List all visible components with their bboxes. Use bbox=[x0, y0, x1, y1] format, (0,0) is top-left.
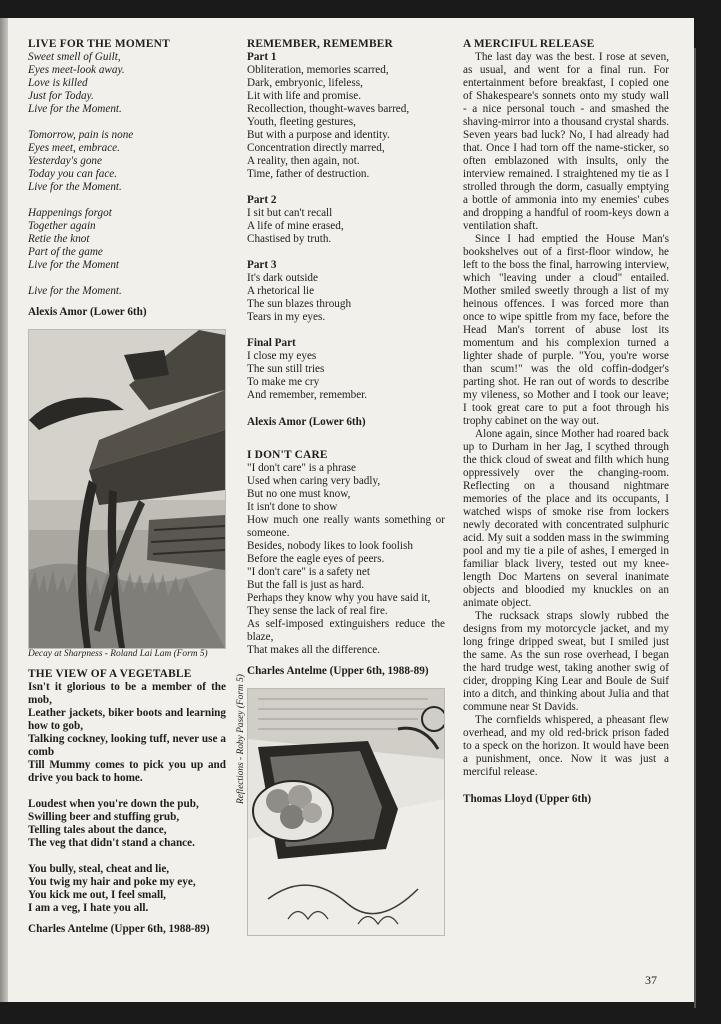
poem-line: Tomorrow, pain is none bbox=[28, 129, 134, 141]
poem-line: Concentration directly marred, bbox=[247, 142, 385, 154]
poem-line: It isn't done to show bbox=[247, 501, 338, 513]
poem-line: Talking cockney, looking tuff, never use a comb bbox=[28, 733, 226, 758]
poem-stanza bbox=[28, 285, 226, 298]
poem-line: Besides, nobody likes to look foolish bbox=[247, 540, 413, 552]
column-right bbox=[463, 38, 669, 806]
poem-line: I am a veg, I hate you all. bbox=[28, 902, 149, 914]
page-number: 37 bbox=[645, 973, 657, 987]
poem-line: I sit but can't recall bbox=[247, 207, 333, 219]
poem-line: But no one must know, bbox=[247, 488, 351, 500]
poem-title: LIVE FOR THE MOMENT bbox=[28, 38, 170, 50]
poem-stanza bbox=[28, 798, 226, 850]
poem-stanza bbox=[28, 207, 226, 272]
poem-line: Today you can face. bbox=[28, 168, 118, 180]
poem-line: Love is killed bbox=[28, 77, 88, 89]
poem-author: Charles Antelme (Upper 6th, 1988-89) bbox=[247, 665, 429, 677]
poem-line: Lit with life and promise. bbox=[247, 90, 362, 102]
poem-line: You bully, steal, cheat and lie, bbox=[28, 863, 170, 875]
poem-line: Dark, embryonic, lifeless, bbox=[247, 77, 363, 89]
story-paragraph: Alone again, since Mother had roared back up to Durham in her Jag, I scythed through the thick cloud of sweat and filth which hung oppressively over the changing-room. Reflecting on a thousand nightmare memories of the place and its occupants, I watched wisps of smoke rise from lockers newly decorated with concentrated sulphuric acid. My suit a sodden mass in the swimming pool and my tie a pile of ashes, I emerged in familiar black livery, tested out my knee-length Doc Martens on several inanimate objects and bloodied my knuckles on an animate object. bbox=[463, 428, 669, 609]
poem-line: The veg that didn't stand a chance. bbox=[28, 837, 195, 849]
poem-author: Alexis Amor (Lower 6th) bbox=[28, 306, 147, 318]
page-edge-rule bbox=[694, 48, 696, 1008]
poem-stanza bbox=[28, 681, 226, 785]
shipwreck-drawing bbox=[29, 330, 225, 648]
part-heading: Part 2 bbox=[247, 194, 277, 206]
poem-stanza bbox=[28, 129, 226, 194]
poem-line: How much one really wants something or someone. bbox=[247, 514, 445, 539]
poem-line: That makes all the difference. bbox=[247, 644, 381, 656]
story-title: A MERCIFUL RELEASE bbox=[463, 38, 595, 50]
poem-line: Just for Today. bbox=[28, 90, 94, 102]
artwork-decay-at-sharpness bbox=[28, 329, 226, 649]
poem-line: Leather jackets, biker boots and learning how to gob, bbox=[28, 707, 226, 732]
poem-line: Chastised by truth. bbox=[247, 233, 332, 245]
poem-line: Time, father of destruction. bbox=[247, 168, 370, 180]
poem-line: Obliteration, memories scarred, bbox=[247, 64, 389, 76]
poem-title: THE VIEW OF A VEGETABLE bbox=[28, 668, 192, 680]
poem-line: A life of mine erased, bbox=[247, 220, 344, 232]
part-heading: Part 1 bbox=[247, 51, 277, 63]
story-author: Thomas Lloyd (Upper 6th) bbox=[463, 793, 592, 805]
poem-line: Eyes meet-look away. bbox=[28, 64, 125, 76]
poem-body bbox=[247, 462, 445, 657]
poem-line: "I don't care" is a phrase bbox=[247, 462, 356, 474]
poem-line: Retie the knot bbox=[28, 233, 90, 245]
poem-line: But the fall is just as hard. bbox=[247, 579, 365, 591]
poem-line: Yesterday's gone bbox=[28, 155, 102, 167]
poem-line: I close my eyes bbox=[247, 350, 317, 362]
poem-line: Loudest when you're down the pub, bbox=[28, 798, 199, 810]
part-heading: Final Part bbox=[247, 337, 296, 349]
poem-line: Together again bbox=[28, 220, 96, 232]
figure-caption: Decay at Sharpness - Roland Lai Lam (Form 5) bbox=[28, 649, 208, 659]
poem-line: But with a purpose and identity. bbox=[247, 129, 390, 141]
poem-line: Live for the Moment. bbox=[28, 103, 122, 115]
poem-line: Perhaps they know why you have said it, bbox=[247, 592, 431, 604]
poem-line: Live for the Moment bbox=[28, 259, 120, 271]
column-left bbox=[28, 38, 226, 936]
poem-stanza bbox=[28, 863, 226, 915]
poem-title: REMEMBER, REMEMBER bbox=[247, 38, 393, 50]
poem-line: And remember, remember. bbox=[247, 389, 368, 401]
poem-line: It's dark outside bbox=[247, 272, 318, 284]
poem-line: Live for the Moment. bbox=[28, 181, 122, 193]
poem-line: Isn't it glorious to be a member of the mob, bbox=[28, 681, 226, 706]
poem-line: A rhetorical lie bbox=[247, 285, 315, 297]
still-life-drawing bbox=[248, 689, 444, 935]
poem-line: You twig my hair and poke my eye, bbox=[28, 876, 196, 888]
poem-line: Before the eagle eyes of peers. bbox=[247, 553, 385, 565]
poem-line: Telling tales about the dance, bbox=[28, 824, 167, 836]
poem-line: They sense the lack of real fire. bbox=[247, 605, 388, 617]
poem-line: Part of the game bbox=[28, 246, 103, 258]
poem-line: "I don't care" is a safety net bbox=[247, 566, 370, 578]
poem-line: A reality, then again, not. bbox=[247, 155, 360, 167]
magazine-page bbox=[8, 18, 694, 1002]
story-paragraph: The last day was the best. I rose at seven, as usual, and went for a final run. For entertainment before breakfast, I copied one of Shakespeare's sonnets onto my study wall - a nice personal touch - and smashed the shaving-mirror into a thousand crystal shards. Seven years bad luck? No, I had already had that. Once I had torn off the name-sticker, so often emblazoned with insults, only the interview remained. I straightened my tie as I strolled through the dorm, casually emptying a bottle of ammonia into my enemies' cubes and dropping a handful of room-keys down a ventilation shaft. bbox=[463, 51, 669, 232]
poem-line: Sweet smell of Guilt, bbox=[28, 51, 121, 63]
poem-line: The sun still tries bbox=[247, 363, 325, 375]
poem-line: Used when caring very badly, bbox=[247, 475, 381, 487]
poem-stanza bbox=[28, 51, 226, 116]
story-paragraph: Since I had emptied the House Man's bookshelves out of a first-floor window, he left to the boss the final, harrowing interview, which "leaving under a cloud" entailed. Mother smiled sweetly through a list of my heinous offences. I was forced more than once to wipe spittle from my face, before the Head Man's torrent of abuse lost its momentum and his complexion turned a lighter shade of purple. "You, you're worse than scum!" was the old coffin-dodger's parting shot. He ran out of words to describe my vileness, so Mother and I took our leave; I took great care to put a foot through his trophy cabinet on the way out. bbox=[463, 233, 669, 427]
column-middle bbox=[247, 38, 445, 936]
poem-line: Swilling beer and stuffing grub, bbox=[28, 811, 180, 823]
poem-line: To make me cry bbox=[247, 376, 320, 388]
part-heading: Part 3 bbox=[247, 259, 277, 271]
poem-line: Till Mummy comes to pick you up and drive you back to home. bbox=[28, 759, 226, 784]
poem-line: Youth, fleeting gestures, bbox=[247, 116, 356, 128]
figure-caption-vertical: Reflections - Roby Pasey (Form 5) bbox=[236, 674, 246, 804]
poem-line: Live for the Moment. bbox=[28, 285, 122, 297]
poem-line: As self-imposed extinguishers reduce the blaze, bbox=[247, 618, 445, 643]
poem-line: Recollection, thought-waves barred, bbox=[247, 103, 410, 115]
poem-line: Eyes meet, embrace. bbox=[28, 142, 120, 154]
poem-line: Happenings forgot bbox=[28, 207, 112, 219]
poem-line: The sun blazes through bbox=[247, 298, 352, 310]
poem-author: Charles Antelme (Upper 6th, 1988-89) bbox=[28, 923, 210, 935]
story-paragraph: The rucksack straps slowly rubbed the designs from my motorcycle jacket, and my long fringe dripped sweat, but I smiled just the same. As the sun rose overhead, I began the hard trudge west, taking another swig of cider, dropping King Lear and Boule de Suif into a ditch, and thinking about Julia and that commune near St Davids. bbox=[463, 610, 669, 713]
artwork-reflections bbox=[247, 688, 445, 936]
poem-title: I DON'T CARE bbox=[247, 449, 328, 461]
poem-author: Alexis Amor (Lower 6th) bbox=[247, 416, 366, 428]
story-paragraph: The cornfields whispered, a pheasant flew overhead, and my old red-brick prison faded to a speck on the horizon. It would have been a punishment, once. Now it was just a merciful release. bbox=[463, 714, 669, 778]
poem-line: You kick me out, I feel small, bbox=[28, 889, 166, 901]
poem-line: Tears in my eyes. bbox=[247, 311, 326, 323]
